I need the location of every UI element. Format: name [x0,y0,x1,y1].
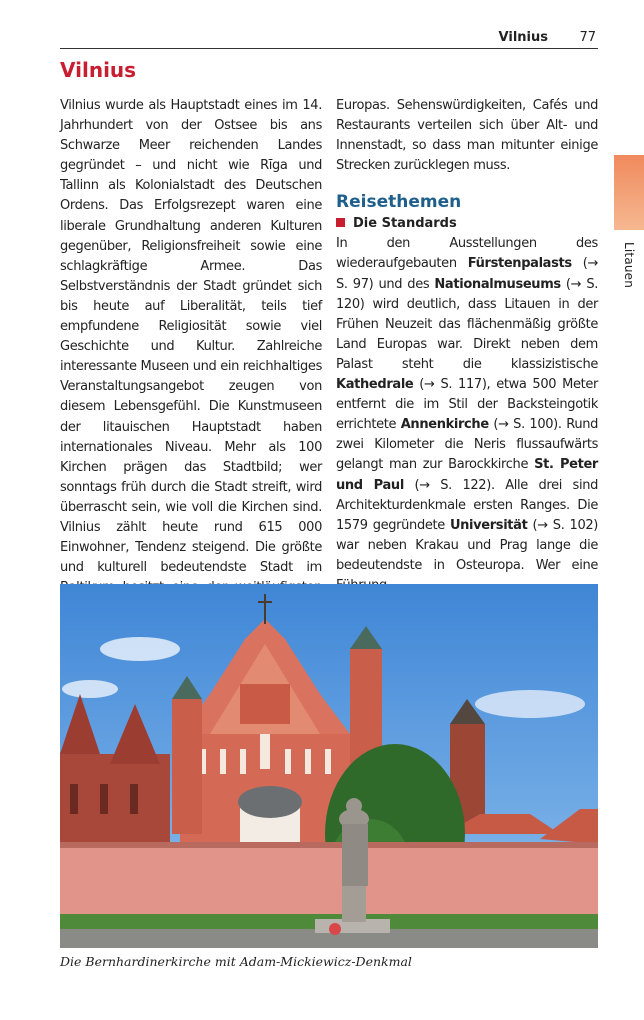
standards-paragraph: In den Ausstellungen des wiederaufgebauten Fürstenpalasts (→ S. 97) und des Nationalmuseums (→ S. 120) wird deutlich, dass Litauen in der Frühen Neuzeit das flächenmäßig größte Land Europas war. Direkt neben dem Palast steht die klassizistische Kathedrale (→ S. 117), etwa 500 Meter entfernt die im Stil der Backsteingotik errichtete Annenkirche (→ S. 100). Rund zwei Kilometer die Neris flussaufwärts gelangt man zur Barockkirche St. Peter und Paul (→ S. 122). Alle drei sind Architekturdenkmale ersten Ranges. Die 1579 gegründete Universität (→ S. 102) war neben Krakau und Prag lange die bedeutendste in Osteuropa. Wer eine [336,236,599,573]
intro-paragraph-part2: Europas. Sehenswürdigkeiten, Cafés und Restaurants verteilen sich über Alt- und Innenstadt, so dass man mitunter einige Strecken zurücklegen muss. [336,98,598,174]
church-photo [60,584,598,948]
chapter-thumb-tab [614,155,644,230]
link-universitaet: Universität [449,517,528,533]
link-annenkirche: Annenkirche [400,417,489,433]
subsection-title-standards: Die Standards [336,214,598,234]
red-square-marker [336,218,345,227]
courtyard-wall [60,844,598,919]
cloud [62,680,118,698]
link-nationalmuseum: Nationalmuseums [434,276,561,292]
intro-paragraph-part1: Vilnius wurde als Hauptstadt eines im 14. Jahrhundert von der Ostsee bis ans Schwarze Meer reichenden Landes gegründet – und nicht wie Rīga und Tallinn als Kolonialstadt des Deutschen Ordens. Das Erfolgsrezept waren eine liberale Grundhaltung anderen Kulturen gegenüber, Religionsfreiheit sowie eine schlagkräftige Armee. Das Selbstverständnis der Stadt gründet sich bis heute auf Liberalität, teils tief empfundene Religiosität sowie viel Geschichte und Kultur. Zahlreiche interessante Museen und ein reichhaltiges Veranstaltungsangebot zeugen von diesem Lebensgefühl. Die Kunstmuseen der litauischen Hauptstadt haben internationales Niveau. Mehr als 100 Kirchen prägen das Stadtbild; wer sonntags früh durch die Stadt streift, wird überrascht sein, wie voll die Kirchen sind. Vilnius zählt heute rund 615 000 Einwohner, Tendenz steigend. Die größte und kulturell bedeutendste Stadt im [60,98,322,576]
page-title: Vilnius [60,58,137,82]
link-kathedrale: Kathedrale [336,377,414,393]
chapter-tab-label: Litauen [622,242,636,289]
text-column-right [336,96,598,596]
tower-left [172,699,202,834]
monument-pedestal [342,884,366,922]
running-head [60,28,598,49]
page-number: 77 [579,30,596,45]
text-column-left [60,96,322,618]
running-head-city: Vilnius [498,30,548,45]
cloud [475,690,585,718]
link-fuerstenpalast: Fürstenpalasts [467,256,572,272]
section-title-reisethemen: Reisethemen [336,192,462,213]
link-st-peter-und-paul: St. Peter und Paul [336,457,598,493]
mickiewicz-statue [342,824,368,886]
cloud [100,637,180,661]
photo-caption: Die Bernhardinerkirche mit Adam-Mickiewicz-Denkmal [60,954,412,969]
